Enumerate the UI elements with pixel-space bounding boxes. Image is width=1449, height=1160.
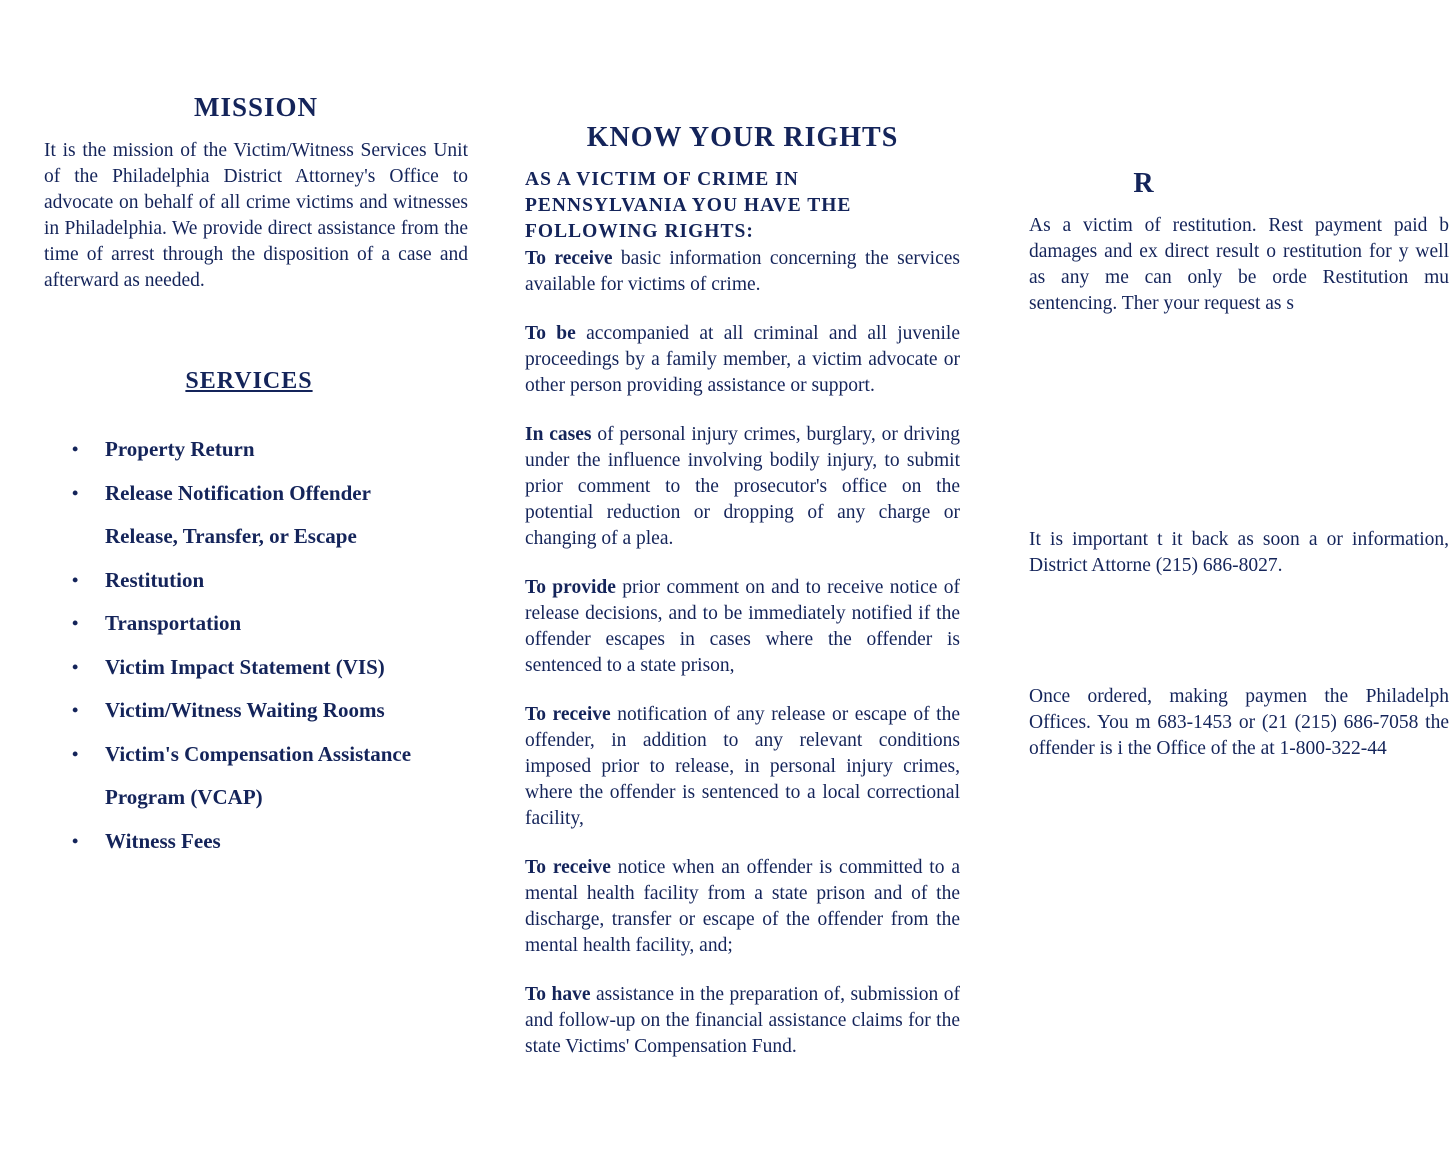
restitution-paragraph: As a victim of restitution. Rest payment paid b damages and ex direct result o restitution for y well as any me can only be orde Restitution mu sentencing. Ther your request as s (1029, 215, 1449, 314)
right-item: To provide prior comment on and to receive notice of release decisions, and to be immediately notified if the offender escapes in cases where the offender is sentenced to a state prison, (525, 577, 960, 676)
service-item-vis: • Victim Impact Statement (VIS) (44, 646, 468, 690)
service-item-transportation: • Transportation (44, 602, 468, 646)
service-item-waiting-rooms: • Victim/Witness Waiting Rooms (44, 689, 468, 733)
right-item: To receive notice when an offender is committed to a mental health facility from a state prison and of the discharge, transfer or escape of the offender from the mental health facility, and; (525, 857, 960, 956)
bullet-icon: • (72, 743, 79, 764)
restitution-paragraph: It is important t it back as soon a or information, District Attorne (215) 686-8027. (1029, 529, 1449, 576)
bullet-icon: • (72, 569, 79, 590)
rights-subtitle: AS A VICTIM OF CRIME IN PENNSYLVANIA YOU HAVE THE FOLLOWING RIGHTS: (525, 169, 852, 242)
restitution-heading: R (1133, 168, 1155, 199)
service-item-restitution: • Restitution (44, 559, 468, 603)
services-heading: SERVICES (185, 368, 313, 394)
services-list (44, 428, 468, 863)
restitution-paragraph: Once ordered, making paymen the Philadelph Offices. You m 683-1453 or (21 (215) 686-7058 the offender is i the Office of the at 1-800-322-44 (1029, 686, 1449, 759)
mission-text: It is the mission of the Victim/Witness Services Unit of the Philadelphia District Attorney's Office to advocate on behalf of all crime victims and witnesses in Philadelphia. We provide direct assistance from the time of arrest through the disposition of a case and afterward as needed. (44, 140, 468, 291)
service-item-vcap: • Victim's Compensation Assistance (44, 733, 468, 777)
service-item-release-notification: • Release Notification Offender (44, 472, 468, 516)
bullet-icon: • (72, 482, 79, 503)
service-item-witness-fees: • Witness Fees (44, 820, 468, 864)
bullet-icon: • (72, 613, 79, 633)
right-item: To have assistance in the preparation of, submission of and follow-up on the financial assistance claims for the state Victims' Compensation Fund. (525, 984, 960, 1057)
bullet-icon: • (72, 700, 79, 720)
bullet-icon: • (72, 830, 79, 851)
right-item: To be accompanied at all criminal and all juvenile proceedings by a family member, a victim advocate or other person providing assistance or support. (525, 323, 961, 396)
right-item: To receive basic information concerning the services available for victims of crime. (525, 248, 960, 295)
service-item-property-return: • Property Return (44, 428, 468, 472)
right-item: To receive notification of any release or escape of the offender, in addition to any relevant conditions imposed prior to release, in personal injury crimes, where the offender is sentenced to a local correctional facility, (525, 704, 960, 829)
service-item-release-continuation: Release, Transfer, or Escape (105, 524, 357, 548)
rights-heading: KNOW YOUR RIGHTS (586, 122, 899, 153)
bullet-icon: • (72, 656, 79, 677)
rights-list (525, 246, 960, 1083)
bullet-icon: • (72, 439, 79, 459)
mission-heading: MISSION (193, 92, 319, 122)
service-item-vcap-continuation: Program (VCAP) (105, 785, 263, 809)
right-item: In cases of personal injury crimes, burglary, or driving under the influence involving bodily injury, to submit prior comment to the prosecutor's office on the potential reduction or dropping of any charge or changing of a plea. (525, 424, 961, 549)
